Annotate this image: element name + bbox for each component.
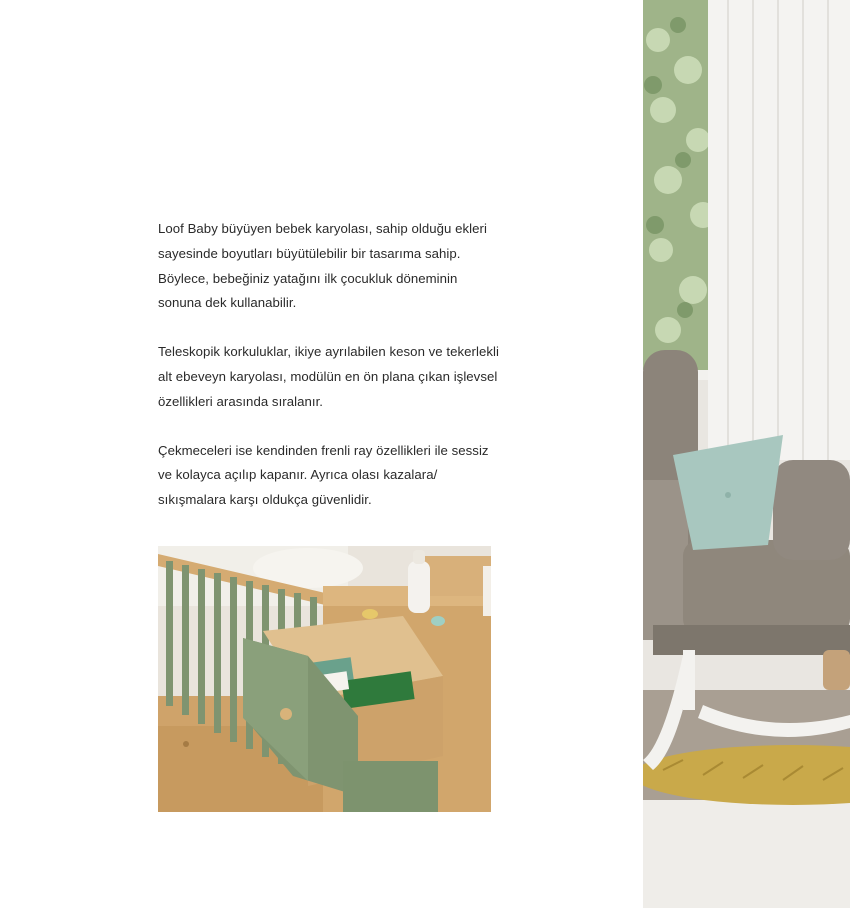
room-illustration [643,0,850,908]
crib-illustration [158,546,491,812]
description-text-block [158,217,503,537]
paragraph-intro: Loof Baby büyüyen bebek karyolası, sahip olduğu ekleri sayesinde boyutları büyütülebilir bir tasarıma sahip. Böylece, bebeğiniz yatağını ilk çocukluk döneminin sonuna dek kullanabilir. [158,221,487,311]
paragraph-drawers: Çekmeceleri ise kendinden frenli ray özellikleri ile sessiz ve kolayca açılıp kapanır. Ayrıca olası kazalara/ sıkışmalara karşı oldukça güvenlidir. [158,442,489,508]
crib-drawer-photo [158,546,491,812]
paragraph-features: Teleskopik korkuluklar, ikiye ayrılabilen keson ve tekerlekli alt ebeveyn karyolası, modülün en ön plana çıkan işlevsel özellikleri arasında sıralanır. [158,344,499,409]
nursery-armchair-photo [643,0,850,908]
